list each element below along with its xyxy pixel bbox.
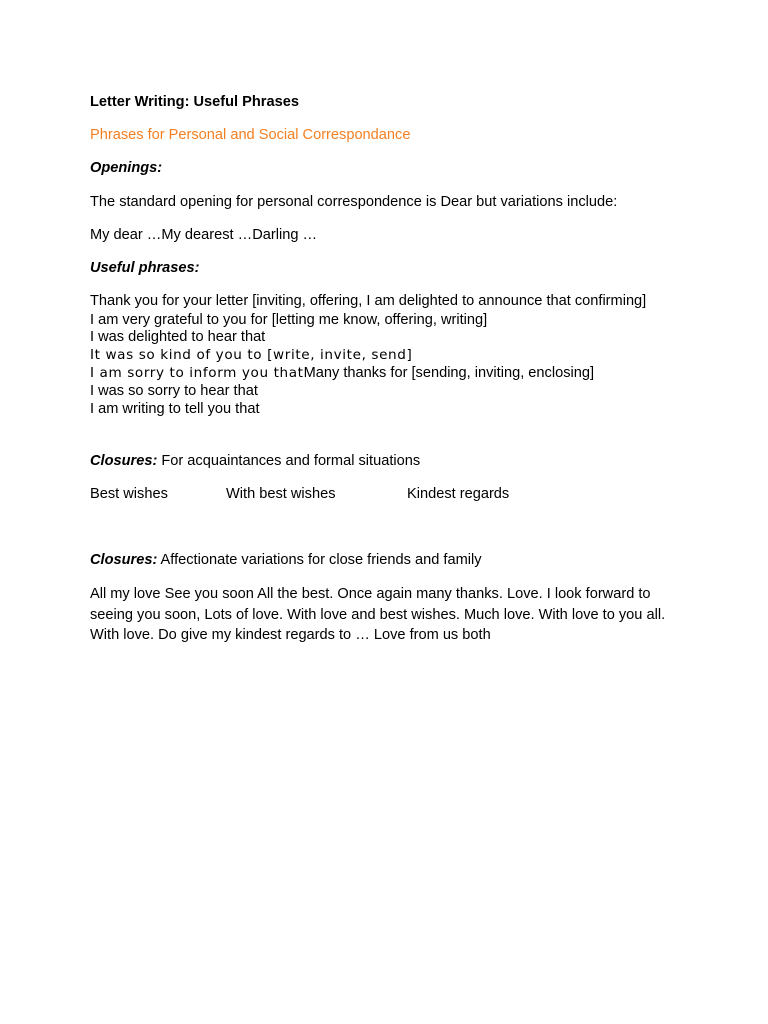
closures-description: Affectionate variations for close friends and family	[157, 552, 482, 568]
closures-label: Closures:	[90, 552, 158, 568]
openings-examples: My dear …My dearest …Darling …	[90, 227, 318, 243]
phrase-line: I was delighted to hear that	[90, 329, 266, 345]
phrase-line: I am very grateful to you for [letting me know, offering, writing]	[90, 312, 488, 328]
openings-intro: The standard opening for personal correspondence is Dear but variations include:	[90, 194, 618, 210]
phrase-line: I am writing to tell you that	[90, 401, 260, 417]
closure-item: With best wishes	[226, 486, 336, 502]
closures-formal-heading	[90, 452, 420, 470]
closures-affectionate-paragraph: All my love See you soon All the best. Once again many thanks. Love. I look forward to seeing you soon, Lots of love. With love and best wishes. Much love. With love to you all. With love. Do give my kindest regards to … Love from us both	[90, 586, 666, 643]
document-title: Letter Writing: Useful Phrases	[90, 94, 299, 110]
openings-heading: Openings:	[90, 160, 163, 176]
closure-item: Best wishes	[90, 486, 168, 502]
phrase-line: I am sorry to inform you that	[90, 365, 304, 381]
closures-description: For acquaintances and formal situations	[157, 453, 421, 469]
document-subtitle: Phrases for Personal and Social Correspondance	[90, 127, 411, 143]
phrase-line: Thank you for your letter [inviting, offering, I am delighted to announce that confirming]	[90, 293, 647, 309]
phrase-line: Many thanks for [sending, inviting, enclosing]	[303, 365, 595, 381]
closures-affectionate-heading	[90, 551, 482, 569]
phrase-line-combined	[90, 364, 594, 382]
phrase-line: It was so kind of you to [write, invite, send]	[90, 347, 413, 363]
closure-item: Kindest regards	[407, 486, 510, 502]
phrase-line: I was so sorry to hear that	[90, 383, 258, 399]
useful-phrases-heading: Useful phrases:	[90, 260, 200, 276]
closures-label: Closures:	[90, 453, 158, 469]
